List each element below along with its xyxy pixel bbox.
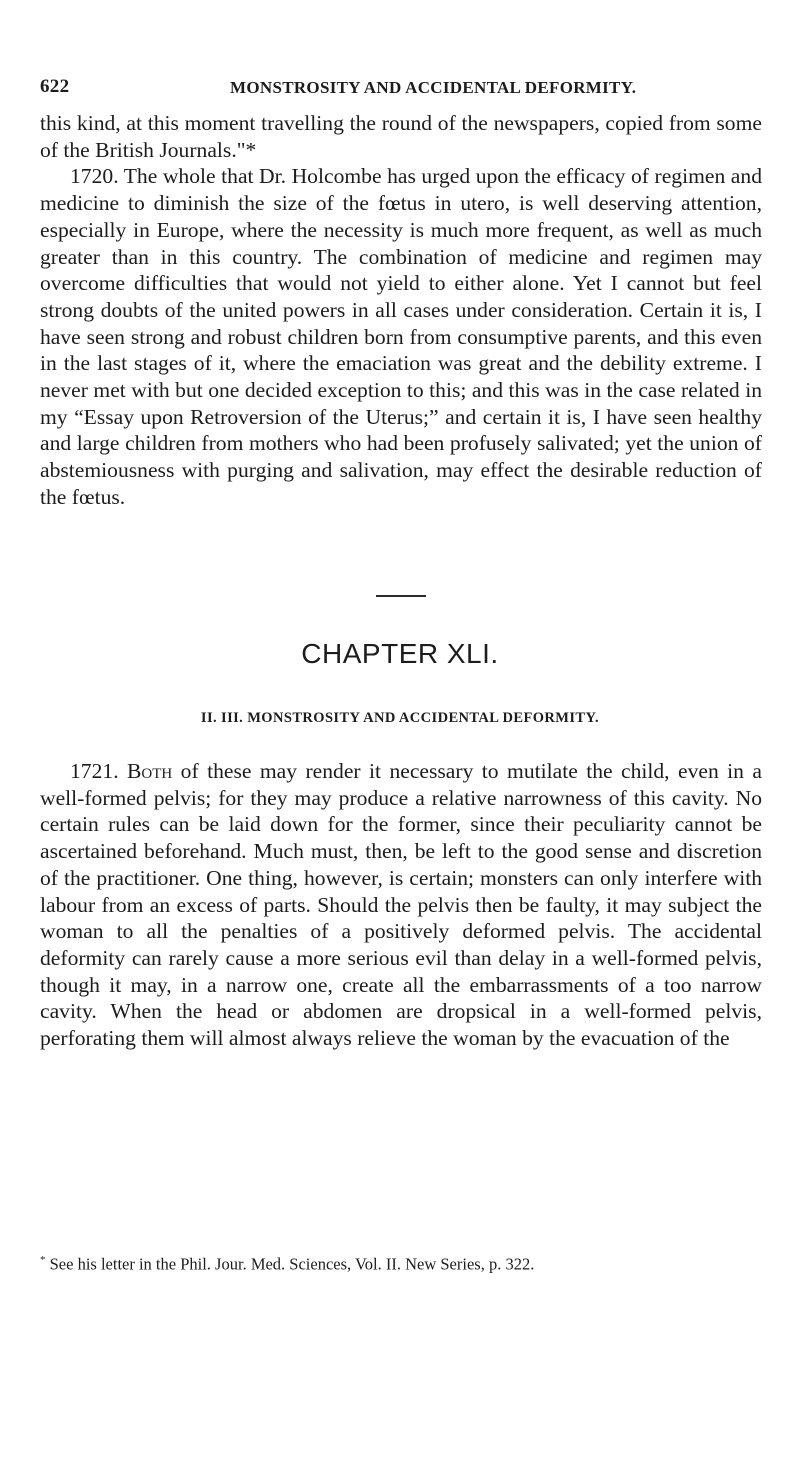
paragraph-1721	[40, 758, 762, 1052]
section-heading: II. III. MONSTROSITY AND ACCIDENTAL DEFORMITY.	[200, 710, 600, 726]
footnote	[40, 1250, 780, 1275]
paragraph-1721-body: of these may render it necessary to mutilate the child, even in a well-formed pelvis; for they may produce a relative narrowness of this cavity. No certain rules can be laid down for the former, since their peculiarity cannot be ascertained beforehand. Much must, then, be left to the good sense and discretion of the practitioner. One thing, however, is certain; monsters can only interfere with labour from an excess of parts. Should the pelvis then be faulty, it may subject the woman to all the penalties of a positively deformed pelvis. The accidental deformity can rarely cause a more serious evil than delay in a well-formed pelvis, though it may, in a narrow one, create all the embarrassments of a too narrow cavity. When the head or abdomen are dropsical in a well-formed pelvis, perforating them will almost always relieve the woman by the evacuation of the	[40, 759, 762, 1051]
paragraph-1720: 1720. The whole that Dr. Holcombe has urged upon the efficacy of regimen and medicine to diminish the size of the fœtus in utero, is well deserving attention, especially in Europe, where the necessity is much more frequent, as well as much greater than in this country. The combination of medicine and regimen may overcome difficulties that would not yield to either alone. Yet I cannot but feel strong doubts of the united powers in all cases under consideration. Certain it is, I have seen strong and robust children born from consumptive parents, and this even in the last stages of it, where the emaciation was great and the debility extreme. I never met with but one decided exception to this; and this was in the case related in my “Essay upon Retroversion of the Uterus;” and certain it is, I have seen healthy and large children from mothers who had been profusely salivated; yet the union of abstemiousness with purging and salivation, may effect the desirable reduction of the fœtus.	[40, 164, 762, 509]
lead-word: Both	[127, 759, 173, 783]
paragraph-number: 1721.	[70, 759, 119, 783]
footnote-marker: *	[40, 1254, 46, 1266]
top-text-block	[40, 110, 762, 511]
continuation-paragraph: this kind, at this moment travelling the round of the newspapers, copied from some of the British Journals."*	[40, 111, 762, 162]
bottom-text-block	[40, 758, 762, 1052]
chapter-heading: CHAPTER XLI.	[301, 638, 499, 669]
section-divider	[376, 595, 426, 597]
running-title: MONSTROSITY AND ACCIDENTAL DEFORMITY.	[230, 78, 637, 97]
footnote-text: See his letter in the Phil. Jour. Med. Sciences, Vol. II. New Series, p. 322.	[49, 1254, 535, 1274]
page-number: 622	[40, 76, 70, 97]
running-head	[40, 76, 800, 100]
